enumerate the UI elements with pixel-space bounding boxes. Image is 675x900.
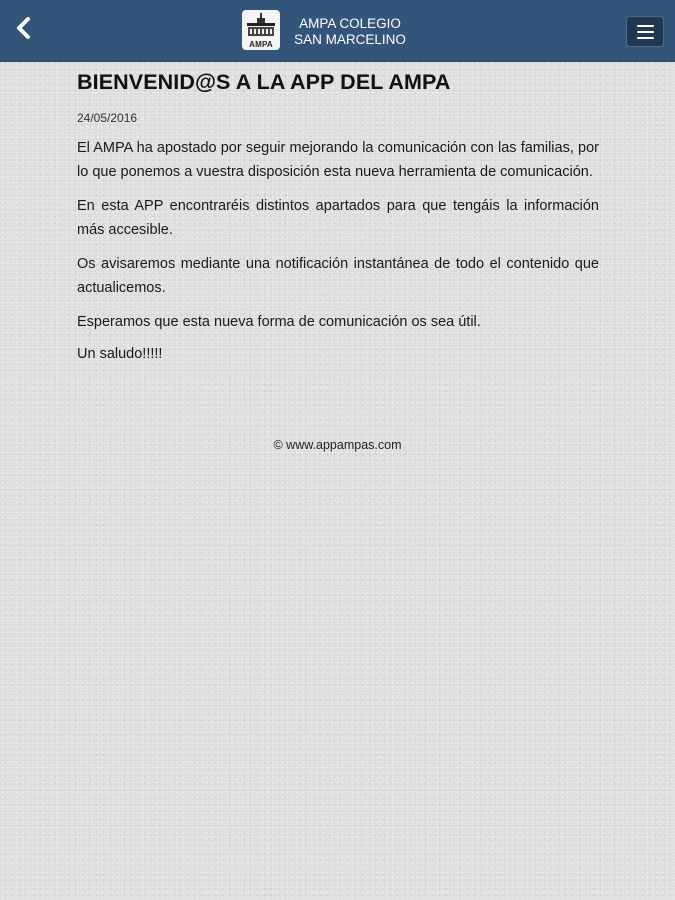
menu-button[interactable] — [626, 16, 664, 47]
article-paragraph: En esta APP encontraréis distintos apartados para que tengáis la información más accesible. — [77, 198, 599, 238]
logo-label: AMPA — [249, 40, 273, 49]
footer-copyright: © www.appampas.com — [273, 438, 402, 452]
article-paragraph: Un saludo!!!!! — [77, 346, 163, 362]
app-title — [290, 16, 410, 48]
article-paragraph: Os avisaremos mediante una notificación instantánea de todo el contenido que actualicemos. — [77, 256, 599, 296]
back-button[interactable] — [8, 12, 38, 44]
article-paragraph: Esperamos que esta nueva forma de comunicación os sea útil. — [77, 314, 481, 330]
app-title-line-1: AMPA COLEGIO — [299, 16, 401, 31]
top-navigation-bar — [0, 0, 675, 62]
app-title-line-2: SAN MARCELINO — [294, 32, 406, 47]
article-paragraph: El AMPA ha apostado por seguir mejorando la comunicación con las familias, por lo que ponemos a vuestra disposición esta nueva herramienta de comunicación. — [77, 140, 599, 180]
article-content — [77, 70, 599, 366]
ampa-logo — [242, 10, 280, 50]
article-date: 24/05/2016 — [77, 111, 138, 125]
school-building-icon — [242, 10, 280, 40]
chevron-left-icon — [14, 16, 32, 40]
article-title: BIENVENID@S A LA APP DEL AMPA — [77, 70, 451, 94]
